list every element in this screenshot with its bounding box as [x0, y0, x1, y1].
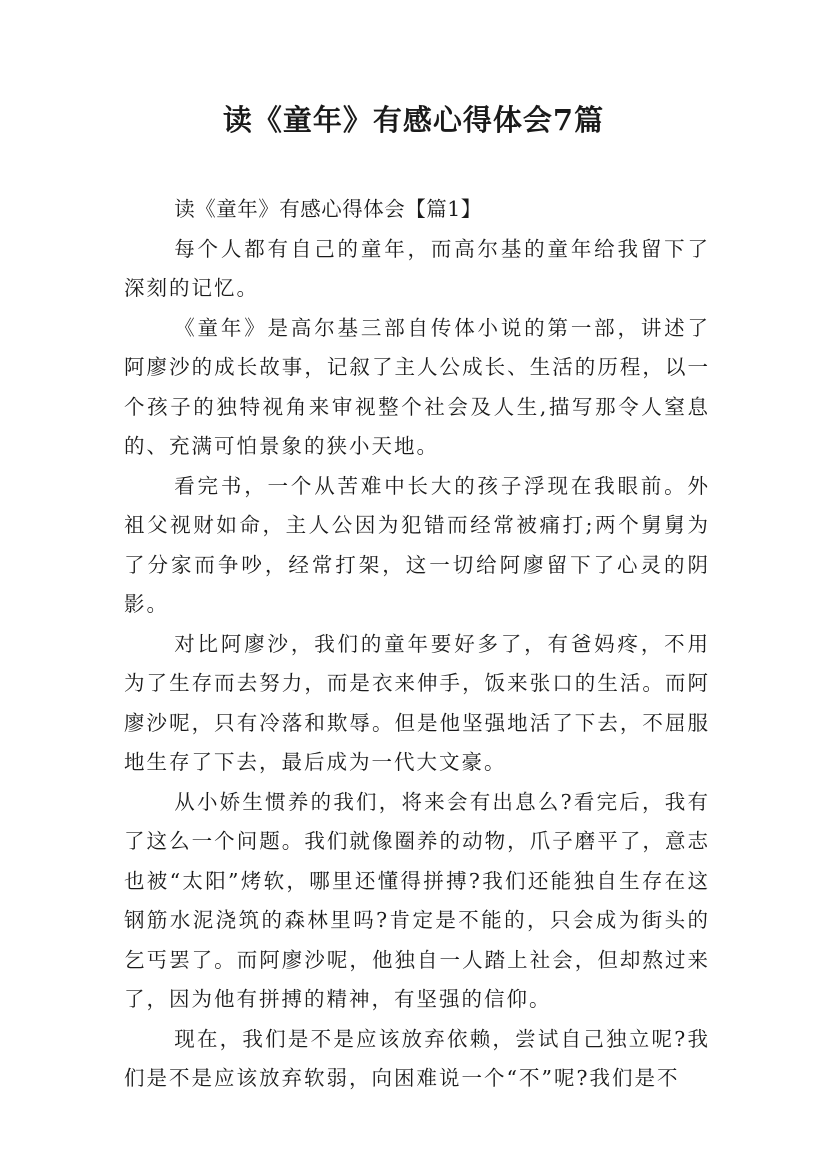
document-body [124, 190, 710, 1099]
paragraph: 从小娇生惯养的我们，将来会有出息么?看完后，我有了这么一个问题。我们就像圈养的动物，爪子磨平了，意志也被“太阳”烤软，哪里还懂得拼搏?我们还能独自生存在这钢筋水泥浇筑的森林里吗?肯定是不能的，只会成为街头的乞丐罢了。而阿廖沙呢，他独自一人踏上社会，但却熬过来了，因为他有拼搏的精神，有坚强的信仰。 [124, 789, 710, 1011]
paragraph: 看完书，一个从苦难中长大的孩子浮现在我眼前。外祖父视财如命，主人公因为犯错而经常被痛打;两个舅舅为了分家而争吵，经常打架，这一切给阿廖留下了心灵的阴影。 [124, 473, 710, 616]
document-title: 读《童年》有感心得体会7篇 [222, 103, 605, 137]
paragraph: 每个人都有自己的童年，而高尔基的童年给我留下了深刻的记忆。 [124, 236, 710, 300]
paragraph: 现在，我们是不是应该放弃依赖，尝试自己独立呢?我们是不是应该放弃软弱，向困难说一个“不”呢?我们是不 [124, 1026, 710, 1090]
paragraph: 对比阿廖沙，我们的童年要好多了，有爸妈疼，不用为了生存而去努力，而是衣来伸手，饭来张口的生活。而阿廖沙呢，只有冷落和欺辱。但是他坚强地活了下去，不屈服地生存了下去，最后成为一代大文豪。 [124, 631, 710, 774]
section-heading: 读《童年》有感心得体会【篇1】 [174, 197, 482, 221]
paragraph: 《童年》是高尔基三部自传体小说的第一部，讲述了阿廖沙的成长故事，记叙了主人公成长、生活的历程，以一个孩子的独特视角来审视整个社会及人生,描写那令人窒息的、充满可怕景象的狭小天地。 [124, 315, 710, 458]
